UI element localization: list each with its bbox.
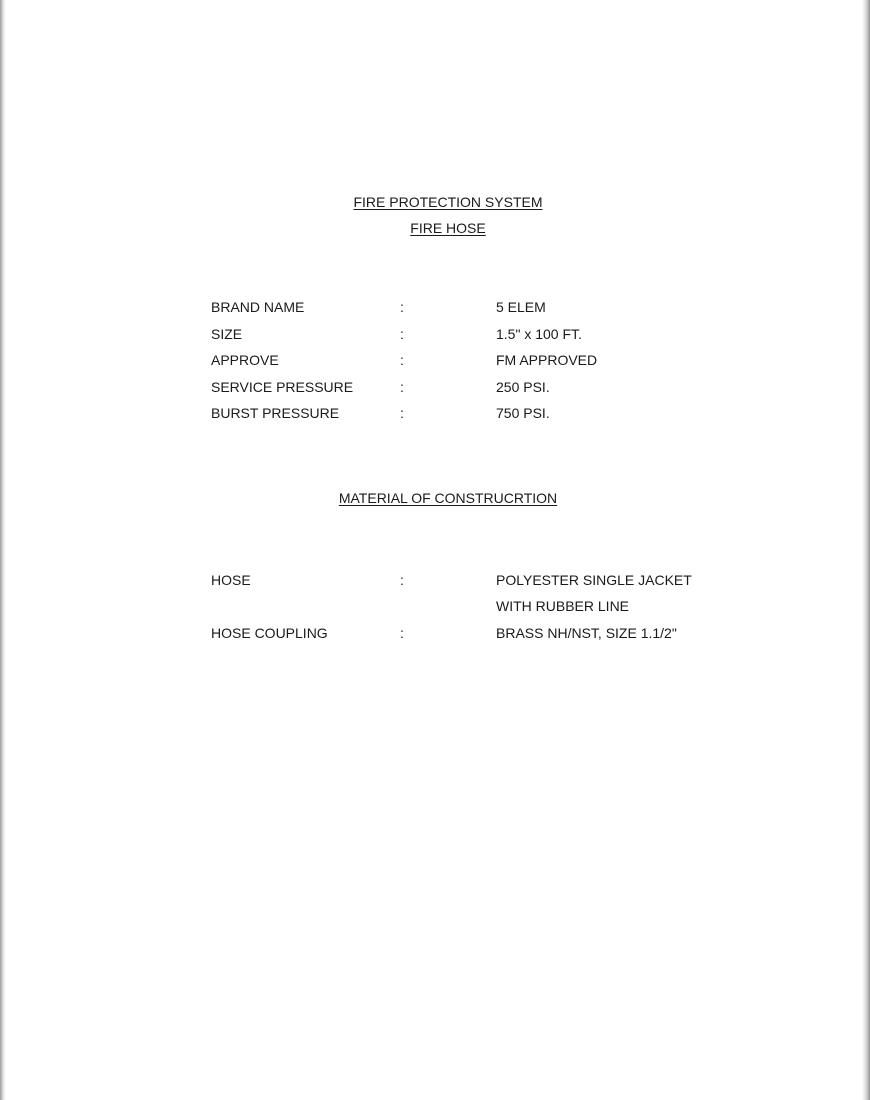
material-label: HOSE [211,572,251,588]
material-row-hose [0,572,870,590]
material-row-hose-coupling [0,625,870,643]
material-label: HOSE COUPLING [211,625,328,641]
spec-row-brand-name [0,299,870,317]
spec-label: APPROVE [211,352,279,368]
spec-row-size [0,326,870,344]
material-separator: : [400,572,404,588]
spec-value: 5 ELEM [496,299,546,315]
spec-value: 750 PSI. [496,405,550,421]
page-left-edge [0,0,6,1100]
document-title: FIRE PROTECTION SYSTEM [353,194,543,210]
material-separator: : [400,625,404,641]
spec-label: SERVICE PRESSURE [211,379,354,395]
spec-value: 1.5" x 100 FT. [496,326,582,342]
materials-section-title: MATERIAL OF CONSTRUCRTION [338,490,558,506]
spec-label: BRAND NAME [211,299,305,315]
spec-value: FM APPROVED [496,352,598,368]
spec-row-service-pressure [0,379,870,397]
spec-separator: : [400,326,404,342]
spec-label: SIZE [211,326,243,342]
spec-row-burst-pressure [0,405,870,423]
spec-separator: : [400,405,404,421]
material-value: BRASS NH/NST, SIZE 1.1/2" [496,625,677,641]
spec-separator: : [400,299,404,315]
material-row-hose-continued [0,598,870,616]
spec-separator: : [400,352,404,368]
document-subtitle: FIRE HOSE [410,220,486,236]
spec-separator: : [400,379,404,395]
page-right-edge [862,0,870,1100]
material-value: POLYESTER SINGLE JACKET [496,572,692,588]
material-value-continued: WITH RUBBER LINE [496,598,630,614]
spec-label: BURST PRESSURE [211,405,340,421]
spec-row-approve [0,352,870,370]
spec-value: 250 PSI. [496,379,550,395]
